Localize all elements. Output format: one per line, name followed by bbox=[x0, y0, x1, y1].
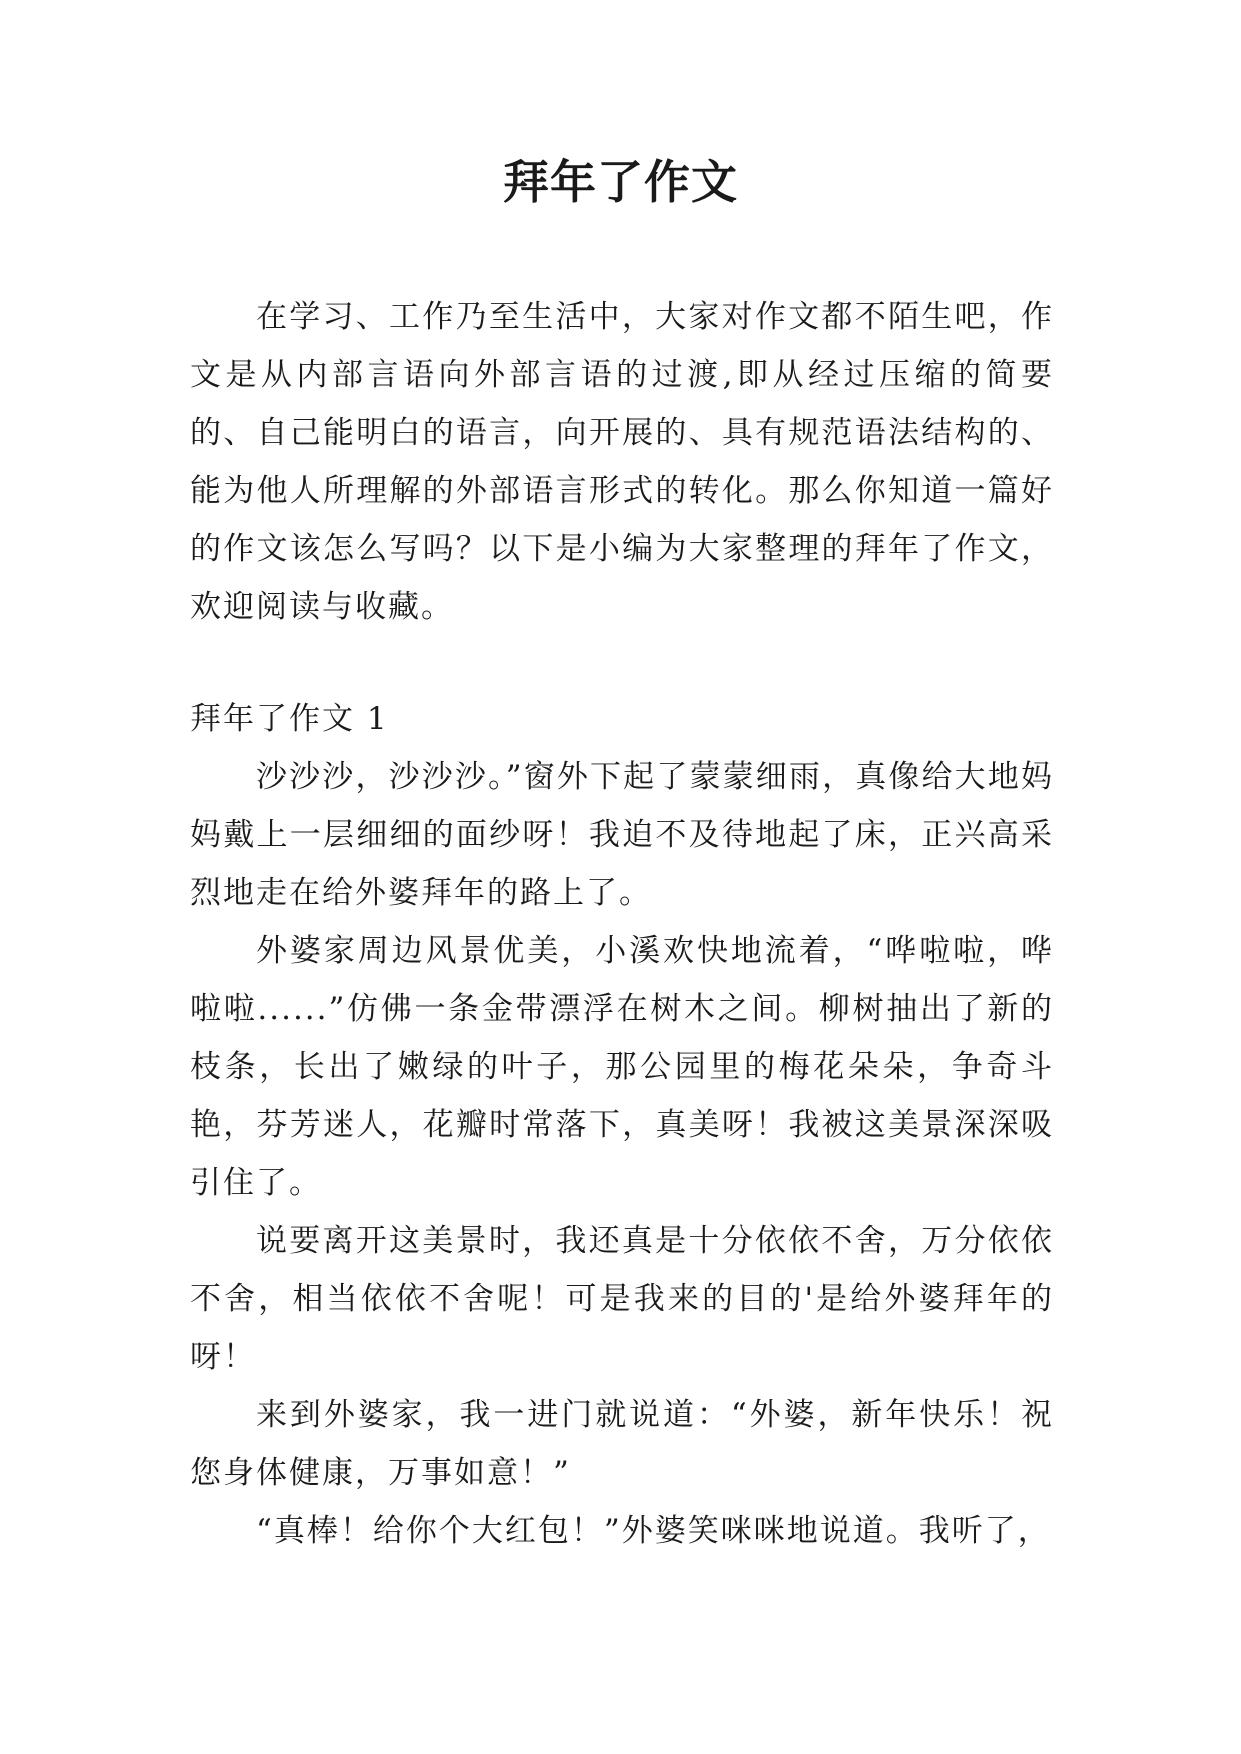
essay-paragraph: “真棒！给你个大红包！”外婆笑咪咪地说道。我听了， bbox=[256, 1513, 1051, 1549]
essay-paragraph: 外婆家周边风景优美，小溪欢快地流着，“哗啦啦，哗啦啦......”仿佛一条金带漂浮在树木之间。柳树抽出了新的枝条，长出了嫩绿的叶子，那公园里的梅花朵朵，争奇斗艳，芬芳迷人，花瓣时常落下，真美呀！我被这美景深深吸引住了。 bbox=[190, 933, 1054, 1201]
essay-section bbox=[190, 690, 1054, 1560]
intro-paragraph: 在学习、工作乃至生活中，大家对作文都不陌生吧，作文是从内部言语向外部言语的过渡,即从经过压缩的简要的、自己能明白的语言，向开展的、具有规范语法结构的、能为他人所理解的外部语言形式的转化。那么你知道一篇好的作文该怎么写吗？以下是小编为大家整理的拜年了作文，欢迎阅读与收藏。 bbox=[190, 299, 1054, 625]
essay-paragraph: 来到外婆家，我一进门就说道：“外婆，新年快乐！祝您身体健康，万事如意！” bbox=[190, 1397, 1054, 1491]
essay-heading: 拜年了作文 1 bbox=[190, 701, 389, 737]
intro-section bbox=[190, 288, 1054, 636]
document-title: 拜年了作文 bbox=[503, 155, 738, 209]
essay-paragraph: 沙沙沙，沙沙沙。”窗外下起了蒙蒙细雨，真像给大地妈妈戴上一层细细的面纱呀！我迫不及待地起了床，正兴高采烈地走在给外婆拜年的路上了。 bbox=[190, 759, 1054, 911]
essay-paragraph: 说要离开这美景时，我还真是十分依依不舍，万分依依不舍，相当依依不舍呢！可是我来的目的'是给外婆拜年的呀！ bbox=[190, 1223, 1054, 1375]
